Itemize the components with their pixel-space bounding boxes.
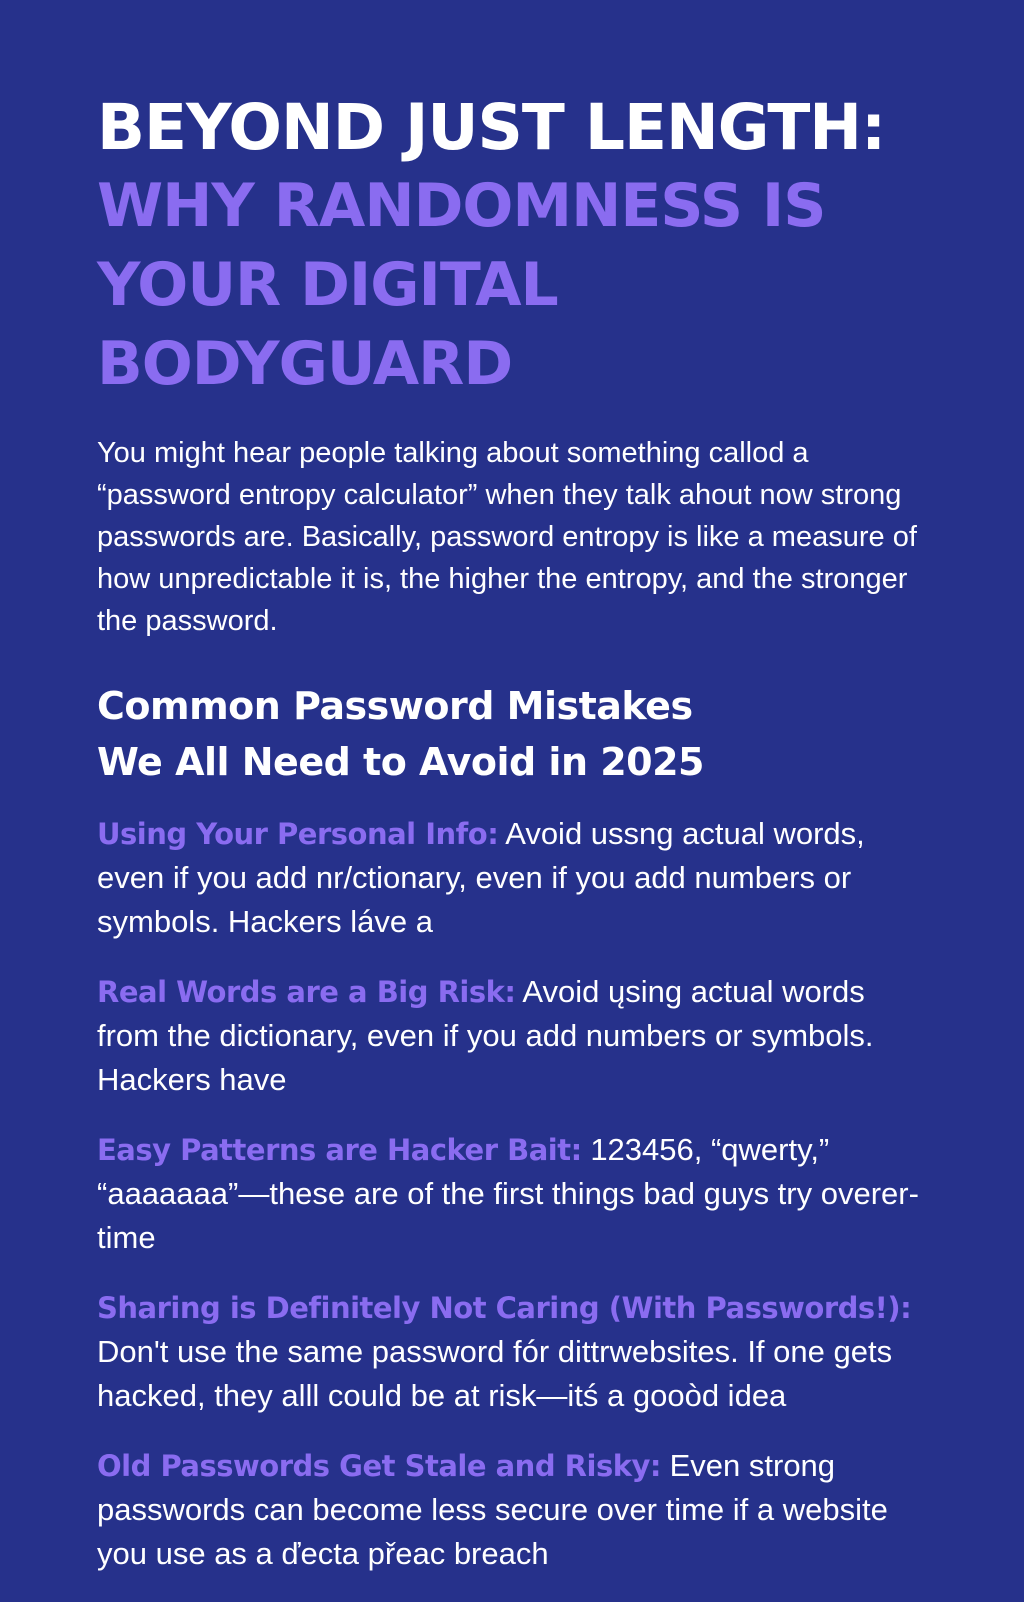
mistake-label: Using Your Personal Info: bbox=[97, 817, 499, 851]
list-item bbox=[97, 1444, 927, 1576]
mistake-text: Avoid ųsing actual words from the dictionary, even if you add numbers or symbols. Hackers have bbox=[97, 974, 874, 1097]
section-heading bbox=[97, 678, 967, 790]
mistake-label: Real Words are a Big Risk: bbox=[97, 975, 516, 1009]
section-heading-line-2: We All Need to Avoid in 2025 bbox=[97, 740, 704, 784]
title-line-1: BEYOND JUST LENGTH: bbox=[97, 91, 886, 164]
list-item bbox=[97, 812, 927, 944]
mistake-label: Old Passwords Get Stale and Risky: bbox=[97, 1449, 661, 1483]
mistake-text: 123456, “qwerty,” “aaaaaaa”—these are of the first things bad guys try overer-time bbox=[97, 1132, 919, 1255]
article bbox=[97, 88, 967, 1602]
intro-paragraph: You might hear people talking about something callod a “password entropy calculator” when they talk ahout now strong passwords are. Basically, password entropy is like a measure of how unpredictable it is, the higher the entropy, and the stronger the password. bbox=[97, 437, 917, 637]
list-item bbox=[97, 970, 927, 1102]
mistake-label: Easy Patterns are Hacker Bait: bbox=[97, 1133, 582, 1167]
mistake-text: Avoid ussng actual words, even if you add nr/ctionary, even if you add numbers or symbols. Hackers láve a bbox=[97, 816, 865, 939]
section-heading-line-1: Common Password Mistakes bbox=[97, 684, 693, 728]
title-line-2: WHY RANDOMNESS IS bbox=[97, 171, 826, 241]
mistake-text: Don't use the same password fór dittrwebsites. If one gets hacked, they alll could be at risk—itś a gooòd idea bbox=[97, 1334, 893, 1413]
page-title bbox=[97, 88, 967, 404]
mistakes-list bbox=[97, 812, 967, 1576]
title-line-3: YOUR DIGITAL BODYGUARD bbox=[97, 250, 558, 399]
list-item bbox=[97, 1286, 927, 1418]
list-item bbox=[97, 1128, 927, 1260]
mistake-label: Sharing is Definitely Not Caring (With Passwords!): bbox=[97, 1291, 912, 1325]
mistake-text: Even strong passwords can become less secure over time if a website you use as a ďecta přeac breach bbox=[97, 1448, 888, 1571]
